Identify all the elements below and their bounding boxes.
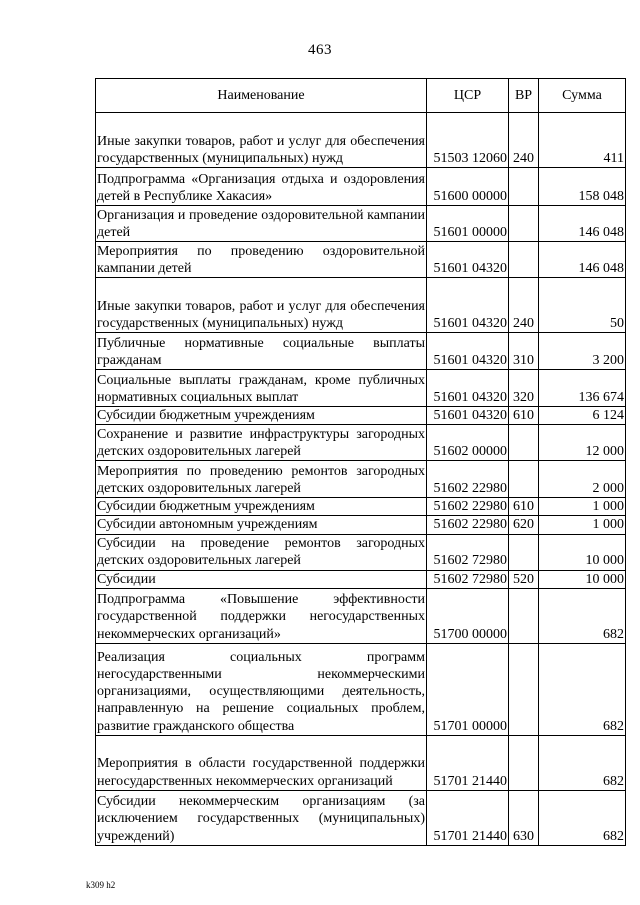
table-row — [96, 206, 626, 242]
table-row — [96, 516, 626, 534]
footer-code: k309 h2 — [86, 880, 116, 890]
row-name: Мероприятия по проведению оздоровительной кампании детей — [96, 242, 427, 278]
row-name: Публичные нормативные социальные выплаты гражданам — [96, 333, 427, 370]
row-vr: 610 — [509, 498, 539, 516]
row-vr — [509, 425, 539, 461]
header-name: Наименование — [96, 79, 427, 113]
row-sum: 10 000 — [539, 570, 626, 588]
row-name: Субсидии бюджетным учреждениям — [96, 407, 427, 425]
table-row — [96, 333, 626, 370]
row-csr: 51602 22980 — [427, 461, 509, 498]
row-sum: 50 — [539, 278, 626, 333]
row-csr: 51602 72980 — [427, 534, 509, 570]
row-name: Субсидии — [96, 570, 427, 588]
row-csr: 51601 04320 — [427, 407, 509, 425]
header-vr: ВР — [509, 79, 539, 113]
header-sum: Сумма — [539, 79, 626, 113]
row-sum: 1 000 — [539, 498, 626, 516]
row-vr — [509, 588, 539, 643]
row-vr: 320 — [509, 370, 539, 407]
row-sum: 136 674 — [539, 370, 626, 407]
row-csr: 51602 22980 — [427, 498, 509, 516]
row-vr: 240 — [509, 113, 539, 168]
row-name: Мероприятия по проведению ремонтов загородных детских оздоровительных лагерей — [96, 461, 427, 498]
row-sum: 158 048 — [539, 168, 626, 206]
table-header-row — [96, 79, 626, 113]
row-sum: 682 — [539, 735, 626, 790]
row-csr: 51503 12060 — [427, 113, 509, 168]
row-sum: 6 124 — [539, 407, 626, 425]
row-csr: 51701 00000 — [427, 643, 509, 735]
row-csr: 51602 22980 — [427, 516, 509, 534]
table-row — [96, 534, 626, 570]
row-vr — [509, 168, 539, 206]
table-row — [96, 461, 626, 498]
row-name: Организация и проведение оздоровительной кампании детей — [96, 206, 427, 242]
table-row — [96, 498, 626, 516]
row-sum: 1 000 — [539, 516, 626, 534]
row-vr: 630 — [509, 790, 539, 845]
header-csr: ЦСР — [427, 79, 509, 113]
row-csr: 51601 04320 — [427, 278, 509, 333]
row-vr: 620 — [509, 516, 539, 534]
row-name: Мероприятия в области государственной поддержки негосударственных некоммерческих организаций — [96, 735, 427, 790]
row-sum: 12 000 — [539, 425, 626, 461]
row-csr: 51602 00000 — [427, 425, 509, 461]
row-vr: 240 — [509, 278, 539, 333]
row-name: Субсидии автономным учреждениям — [96, 516, 427, 534]
row-vr — [509, 643, 539, 735]
row-sum: 146 048 — [539, 242, 626, 278]
row-sum: 2 000 — [539, 461, 626, 498]
row-csr: 51601 00000 — [427, 206, 509, 242]
row-name: Сохранение и развитие инфраструктуры загородных детских оздоровительных лагерей — [96, 425, 427, 461]
row-sum: 146 048 — [539, 206, 626, 242]
row-csr: 51601 04320 — [427, 333, 509, 370]
row-sum: 682 — [539, 643, 626, 735]
row-sum: 411 — [539, 113, 626, 168]
row-name: Подпрограмма «Организация отдыха и оздоровления детей в Республике Хакасия» — [96, 168, 427, 206]
row-vr — [509, 461, 539, 498]
table-row — [96, 242, 626, 278]
row-sum: 3 200 — [539, 333, 626, 370]
row-sum: 682 — [539, 790, 626, 845]
row-vr — [509, 206, 539, 242]
row-name: Субсидии на проведение ремонтов загородных детских оздоровительных лагерей — [96, 534, 427, 570]
table-row — [96, 790, 626, 845]
row-name: Иные закупки товаров, работ и услуг для обеспечения государственных (муниципальных) нужд — [96, 278, 427, 333]
row-name: Реализация социальных программ негосударственными некоммерческими организациями, осуществляющими деятельность, направленную на решение социальных проблем, развитие гражданского общества — [96, 643, 427, 735]
table-row — [96, 735, 626, 790]
row-csr: 51700 00000 — [427, 588, 509, 643]
row-name: Подпрограмма «Повышение эффективности государственной поддержки негосударственных некоммерческих организаций» — [96, 588, 427, 643]
row-csr: 51701 21440 — [427, 735, 509, 790]
row-name: Субсидии бюджетным учреждениям — [96, 498, 427, 516]
table-row — [96, 407, 626, 425]
row-vr: 610 — [509, 407, 539, 425]
table-row — [96, 570, 626, 588]
table-row — [96, 278, 626, 333]
row-sum: 682 — [539, 588, 626, 643]
table-row — [96, 168, 626, 206]
row-name: Субсидии некоммерческим организациям (за исключением государственных (муниципальных) учреждений) — [96, 790, 427, 845]
row-name: Социальные выплаты гражданам, кроме публичных нормативных социальных выплат — [96, 370, 427, 407]
row-name: Иные закупки товаров, работ и услуг для обеспечения государственных (муниципальных) нужд — [96, 113, 427, 168]
table-row — [96, 588, 626, 643]
page-number: 463 — [308, 42, 332, 58]
row-csr: 51701 21440 — [427, 790, 509, 845]
row-vr — [509, 735, 539, 790]
table-row — [96, 370, 626, 407]
table-row — [96, 643, 626, 735]
row-csr: 51601 04320 — [427, 370, 509, 407]
table-row — [96, 425, 626, 461]
table-row — [96, 113, 626, 168]
row-csr: 51600 00000 — [427, 168, 509, 206]
row-vr: 520 — [509, 570, 539, 588]
row-vr — [509, 534, 539, 570]
row-csr: 51602 72980 — [427, 570, 509, 588]
budget-table — [95, 78, 626, 846]
row-vr — [509, 242, 539, 278]
row-csr: 51601 04320 — [427, 242, 509, 278]
row-sum: 10 000 — [539, 534, 626, 570]
row-vr: 310 — [509, 333, 539, 370]
